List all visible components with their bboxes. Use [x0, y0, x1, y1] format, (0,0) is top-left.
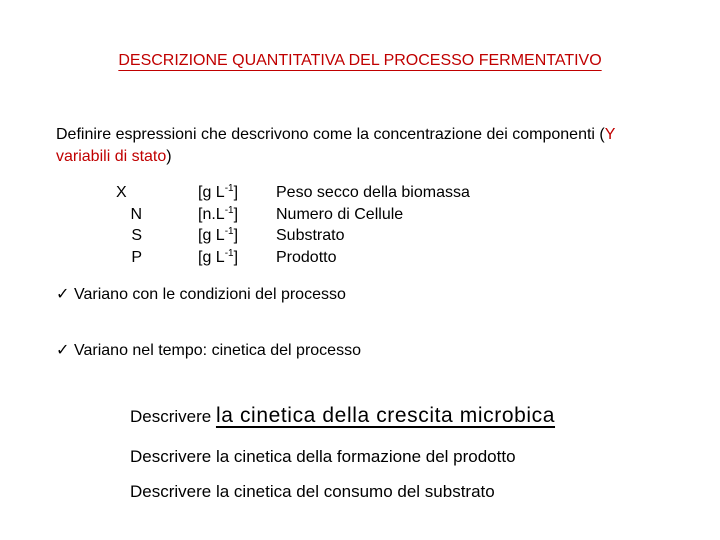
variable-symbol: X — [116, 184, 127, 201]
variable-unit: $[n.L^{-1}]$ — [198, 204, 239, 223]
check-item — [56, 340, 361, 360]
variable-symbols — [112, 182, 142, 268]
variable-symbol: S — [131, 227, 142, 244]
variable-description: Substrato — [276, 227, 345, 244]
check-item-text: Variano nel tempo: cinetica del processo — [74, 342, 361, 359]
check-item — [56, 284, 346, 304]
variable-description: Numero di Cellule — [276, 205, 404, 223]
checkmark-icon: ✓ — [56, 286, 70, 303]
variable-unit: [g $L^{-1}$] — [198, 226, 239, 244]
intro-close-paren: ) — [166, 148, 172, 165]
list-item: Descrivere la cinetica del consumo del substrato — [130, 482, 495, 501]
check-item-text: Variano con le condizioni del processo — [74, 286, 346, 303]
list-item-prefix: Descrivere — [130, 407, 216, 426]
variable-unit: [g $L^{-1}$] — [198, 183, 239, 201]
page-title: DESCRIZIONE QUANTITATIVA DEL PROCESSO FERMENTATIVO — [118, 52, 602, 69]
intro-text: Definire espressioni che descrivono come la concentrazione dei componenti ( — [56, 126, 605, 143]
checkmark-icon: ✓ — [56, 342, 70, 359]
intro-y-letter: Y — [604, 126, 616, 143]
variable-description: Prodotto — [276, 248, 337, 266]
list-item: Descrivere la cinetica della formazione del prodotto — [130, 447, 516, 466]
variable-symbol: P — [131, 248, 142, 266]
variable-descriptions — [276, 182, 470, 268]
intro-paragraph — [56, 124, 696, 168]
list-item-emphasis: la cinetica della crescita microbica — [215, 404, 556, 427]
intro-state-variables: variabili di stato — [56, 148, 167, 165]
variable-unit: [g $L^{-1}$] — [198, 247, 239, 266]
variable-description: Peso secco della biomassa — [276, 184, 470, 201]
variable-units — [198, 182, 238, 268]
list-item — [130, 404, 555, 428]
variable-symbol: N — [130, 205, 142, 223]
